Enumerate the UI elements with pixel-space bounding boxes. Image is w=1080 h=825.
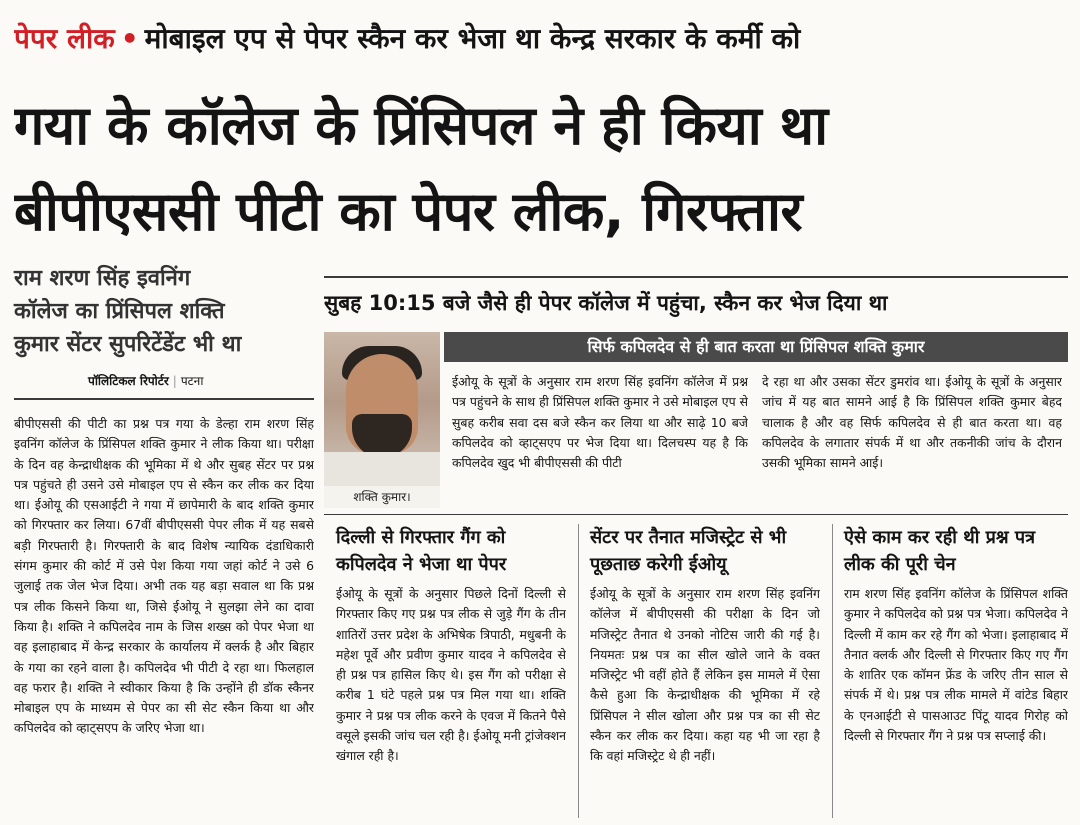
story-3-head: ऐसे काम कर रही थी प्रश्न पत्र लीक की पूरी चेन bbox=[844, 527, 1036, 575]
story-3-text: राम शरण सिंह इवनिंग कॉलेज के प्रिंसिपल शक्ति कुमार ने कपिलदेव को प्रश्न पत्र भेजा। कपिलदेव ने दिल्ली में काम कर रहे गैंग को भेजा। इलाहाबाद में तैनात क्लर्क और दिल्ली से गिरफ्तार किए गए गैंग के शातिर एक कॉमन फ्रेंड के जरिए तीन साल से संपर्क में थे। प्रश्न पत्र लीक मामले में वांटेड बिहार के एनआईटी से पासआउट पिंटू यादव गिरोह को दिल्ली से गिरफ्तार गैंग ने प्रश्न पत्र सप्लाई की। bbox=[844, 586, 1068, 744]
headline-line-1: गया के कॉलेज के प्रिंसिपल ने ही किया था bbox=[14, 94, 828, 157]
side-summary-line-2: कॉलेज का प्रिंसिपल शक्ति bbox=[14, 299, 225, 324]
principal-photo bbox=[324, 332, 440, 508]
kicker-text: मोबाइल एप से पेपर स्कैन कर भेजा था केन्द्र सरकार के कर्मी को bbox=[144, 22, 801, 55]
feature-col-2: दे रहा था और उसका सेंटर डुमरांव था। ईओयू के सूत्रों के अनुसार जांच में यह बात सामने आई है कि प्रिंसिपल शक्ति कुमार बेहद चालाक है और वह सिर्फ कपिलदेव से ही बात करता था। वह कपिलदेव के लगातार संपर्क में था और तकनीकी जांच के दौरान उसकी भूमिका सामने आई। bbox=[762, 374, 1062, 471]
byline-separator: | bbox=[172, 374, 177, 388]
feature-subhead: सुबह 10:15 बजे जैसे ही पेपर कॉलेज में पहुंचा, स्कैन कर भेज दिया था bbox=[324, 291, 888, 315]
photo-caption: शक्ति कुमार। bbox=[324, 486, 440, 508]
byline bbox=[88, 372, 318, 389]
feature-banner: सिर्फ कपिलदेव से ही बात करता था प्रिंसिपल शक्ति कुमार bbox=[444, 332, 1068, 362]
headline-line-2: बीपीएससी पीटी का पेपर लीक, गिरफ्तार bbox=[14, 180, 803, 243]
byline-place: पटना bbox=[180, 374, 204, 388]
kicker-bullet: • bbox=[120, 22, 139, 55]
story-1-text: ईओयू के सूत्रों के अनुसार पिछले दिनों दिल्ली से गिरफ्तार किए गए प्रश्न पत्र लीक से जुड़े गैंग के तीन शातिरों उत्तर प्रदेश के अभिषेक त्रिपाठी, मधुबनी के महेश पूर्वे और प्रवीण कुमार यादव ने कपिलदेव से ही प्रश्न पत्र हासिल किए थे। इस गैंग को परीक्षा से करीब 1 घंटे पहले प्रश्न पत्र मिल गया था। शक्ति कुमार ने प्रश्न पत्र लीक करने के एवज में कितने पैसे वसूले इसकी जांच चल रही है। ईओयू मनी ट्रांजेक्शन खंगाल रही है। bbox=[336, 586, 566, 764]
side-summary bbox=[14, 262, 314, 361]
kicker-label: पेपर लीक bbox=[14, 22, 115, 55]
story-1-head: दिल्ली से गिरफ्तार गैंग को कपिलदेव ने भेजा था पेपर bbox=[336, 527, 507, 575]
feature-bottom-rule bbox=[324, 514, 1068, 515]
main-story-text: बीपीएससी की पीटी का प्रश्न पत्र गया के डेल्हा राम शरण सिंह इवनिंग कॉलेज के प्रिंसिपल शक्ति कुमार ने लीक किया था। परीक्षा के दिन वह केन्द्राधीक्षक की भूमिका में थे और सुबह सेंटर पर प्रश्न पत्र पहुंचते ही उसने उसे मोबाइल एप से स्कैन कर लीक कर दिया था। ईओयू की एसआईटी ने गया में छापेमारी के बाद शक्ति कुमार को गिरफ्तार कर लिया। 67वीं बीपीएससी पेपर लीक में यह सबसे बड़ी गिरफ्तारी है। गिरफ्तारी के बाद विशेष न्यायिक दंडाधिकारी संगम कुमार की कोर्ट में उसे पेश किया गया जहां कोर्ट ने उसे 6 जुलाई तक जेल भेज दिया। अभी तक यह बड़ा सवाल था कि प्रश्न पत्र लीक किसने किया था, जिसे ईओयू ने सुलझा लेने का दावा किया है। शक्ति ने कपिलदेव नाम के जिस शख्स को पेपर भेजा था वह इलाहाबाद में केन्द्र सरकार के कार्यालय में क्लर्क है और बिहार के गया का रहने वाला है। कपिलदेव भी पीटी दे रहा था। फिलहाल वह फरार है। शक्ति ने स्वीकार किया है कि उन्होंने ही डॉक स्कैनर मोबाइल एप के माध्यम से पेपर का सी सेट स्कैन किया था और कपिलदेव को व्हाट्सएप के जरिए भेजा था। bbox=[14, 416, 314, 736]
side-divider bbox=[14, 398, 314, 400]
feature-top-rule bbox=[324, 276, 1068, 278]
column-divider-1 bbox=[578, 524, 579, 818]
byline-author: पॉलिटिकल रिपोर्टर bbox=[88, 374, 169, 388]
side-summary-line-1: राम शरण सिंह इवनिंग bbox=[14, 266, 191, 291]
column-divider-2 bbox=[832, 524, 833, 818]
story-2-head: सेंटर पर तैनात मजिस्ट्रेट से भी पूछताछ करेगी ईओयू bbox=[590, 527, 787, 575]
story-2-text: ईओयू के सूत्रों के अनुसार राम शरण सिंह इवनिंग कॉलेज में बीपीएससी की परीक्षा के दिन जो मजिस्ट्रेट तैनात थे उनको नोटिस जारी की गई है। नियमतः प्रश्न पत्र का सील खोले जाने के वक्त मजिस्ट्रेट भी वहीं होते हैं लेकिन इस मामले में ऐसा कैसे हुआ कि केन्द्राधीक्षक की भूमिका में रहे प्रिंसिपल ने सील खोला और प्रश्न पत्र का सी सेट स्कैन कर लीक कर दिया। कहा यह भी जा रहा है कि वहां मजिस्ट्रेट थे ही नहीं। bbox=[590, 586, 820, 764]
kicker bbox=[14, 14, 1070, 64]
side-summary-line-3: कुमार सेंटर सुपरिटेंडेंट भी था bbox=[14, 332, 242, 357]
feature-col-1: ईओयू के सूत्रों के अनुसार राम शरण सिंह इवनिंग कॉलेज में प्रश्न पत्र पहुंचने के साथ ही प्रिंसिपल शक्ति कुमार ने उसे मोबाइल एप से सुबह करीब सवा दस बजे स्कैन कर लिया था और साढ़े 10 बजे कपिलदेव को व्हाट्सएप पर भेज दिया था। दिलचस्प यह है कि कपिलदेव खुद भी बीपीएससी की पीटी bbox=[452, 374, 748, 471]
